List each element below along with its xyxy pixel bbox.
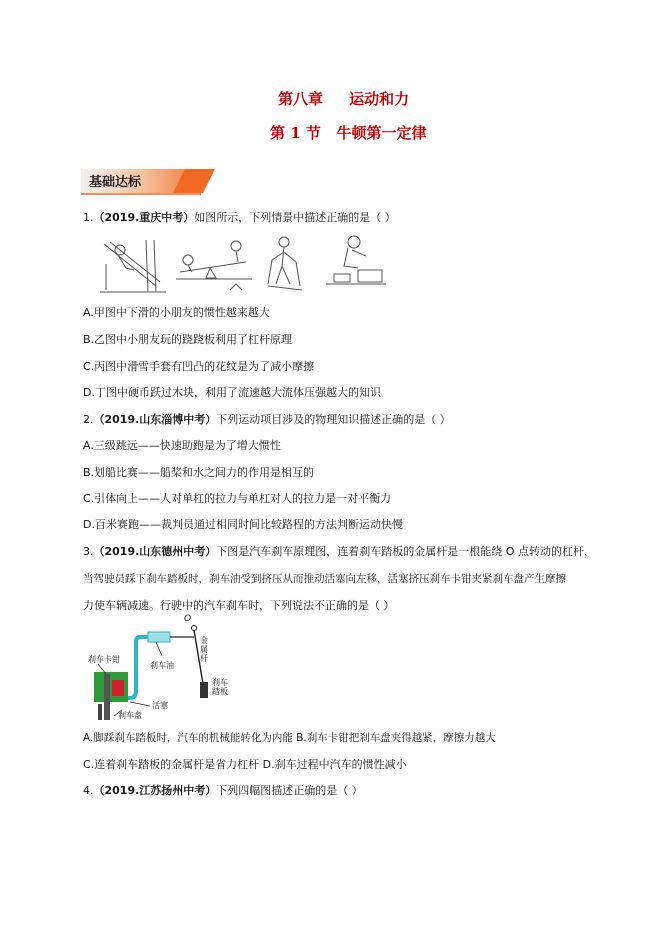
piston-shape: [112, 680, 124, 696]
question-4: [83, 784, 363, 798]
label-caliper: 刹车卡钳: [88, 655, 120, 664]
question-1: [83, 211, 396, 225]
skier-scene: [268, 237, 302, 290]
q1-option-a: A.甲图中下滑的小朋友的惯性越来越大: [83, 306, 270, 319]
q2-option-c: C.引体向上——人对单杠的拉力与单杠对人的拉力是一对平衡力: [83, 492, 392, 505]
q4-source: （2019.江苏扬州中考）: [93, 784, 217, 797]
pivot-point: [192, 626, 197, 631]
q1-figure: [96, 234, 388, 296]
q3-stem-1: 下图是汽车刹车原理图，连着刹车踏板的金属杆是一根能绕 O 点转动的杠杆，: [216, 545, 595, 558]
label-piston: 活塞: [152, 701, 168, 710]
q2-stem: 下列运动项目涉及的物理知识描述正确的是（ ）: [216, 413, 451, 426]
brake-diagram: [84, 614, 234, 722]
q3-number: 3.: [83, 545, 94, 558]
q1-source: （2019.重庆中考）: [93, 211, 195, 224]
q3-options-row-1: A.脚踩刹车踏板时，汽车的机械能转化为内能 B.刹车卡钳把刹车盘夹得越紧，摩擦力越大: [83, 732, 496, 744]
brake-disc: [104, 674, 110, 720]
q2-number: 2.: [83, 413, 94, 426]
label-pedal: 刹车踏板: [212, 678, 228, 696]
brake-pipe: [126, 637, 148, 698]
q3-source: （2019.山东德州中考）: [93, 545, 217, 558]
label-pivot-o: O: [184, 614, 192, 624]
question-3-line-2: 当驾驶员踩下刹车踏板时，刹车油受到挤压从而推动活塞向左移，活塞挤压刹车卡钳夹紧刹车盘产生摩擦: [83, 573, 566, 585]
question-3-line-3: 力使车辆减速。行驶中的汽车刹车时，下列说法不正确的是（ ）: [83, 599, 395, 612]
master-cylinder: [148, 632, 170, 642]
q1-number: 1.: [83, 211, 94, 224]
q1-stem: 如图所示，下列情景中描述正确的是（ ）: [194, 211, 396, 224]
label-metal-rod: 金属杆: [200, 636, 208, 663]
q1-option-c: C.丙图中滑雪手套有凹凸的花纹是为了减小摩擦: [83, 360, 315, 373]
q1-illustrations: [96, 234, 388, 296]
q3-options-row-2: C.连着刹车踏板的金属杆是省力杠杆 D.刹车过程中汽车的惯性减小: [83, 758, 407, 771]
chapter-title: 第八章 运动和力: [278, 90, 410, 108]
q2-source: （2019.山东淄博中考）: [93, 413, 217, 426]
q4-stem: 下列四幅图描述正确的是（ ）: [216, 784, 363, 797]
section-title: 第 1 节 牛顿第一定律: [270, 124, 427, 142]
seesaw-scene: [176, 241, 252, 290]
section-badge: [81, 167, 216, 195]
coin-scene: [326, 236, 386, 284]
q1-option-b: B.乙图中小朋友玩的跷跷板利用了杠杆原理: [83, 333, 293, 346]
label-disc: 刹车盘: [118, 711, 142, 720]
question-3-line-1: [83, 545, 595, 559]
slide-scene: [100, 240, 166, 292]
label-brake-oil: 刹车油: [150, 661, 174, 670]
q2-option-d: D.百米赛跑——裁判员通过相同时间比较路程的方法判断运动快慢: [83, 518, 403, 531]
q4-number: 4.: [83, 784, 94, 797]
question-2: [83, 413, 451, 427]
q2-option-a: A.三级跳远——快速助跑是为了增大惯性: [83, 439, 281, 452]
q1-option-d: D.丁图中硬币跃过木块，利用了流速越大流体压强越大的知识: [83, 386, 381, 399]
badge-label: 基础达标: [89, 175, 142, 190]
brake-pedal: [200, 682, 208, 698]
q2-option-b: B.划船比赛——船桨和水之间力的作用是相互的: [83, 466, 315, 479]
